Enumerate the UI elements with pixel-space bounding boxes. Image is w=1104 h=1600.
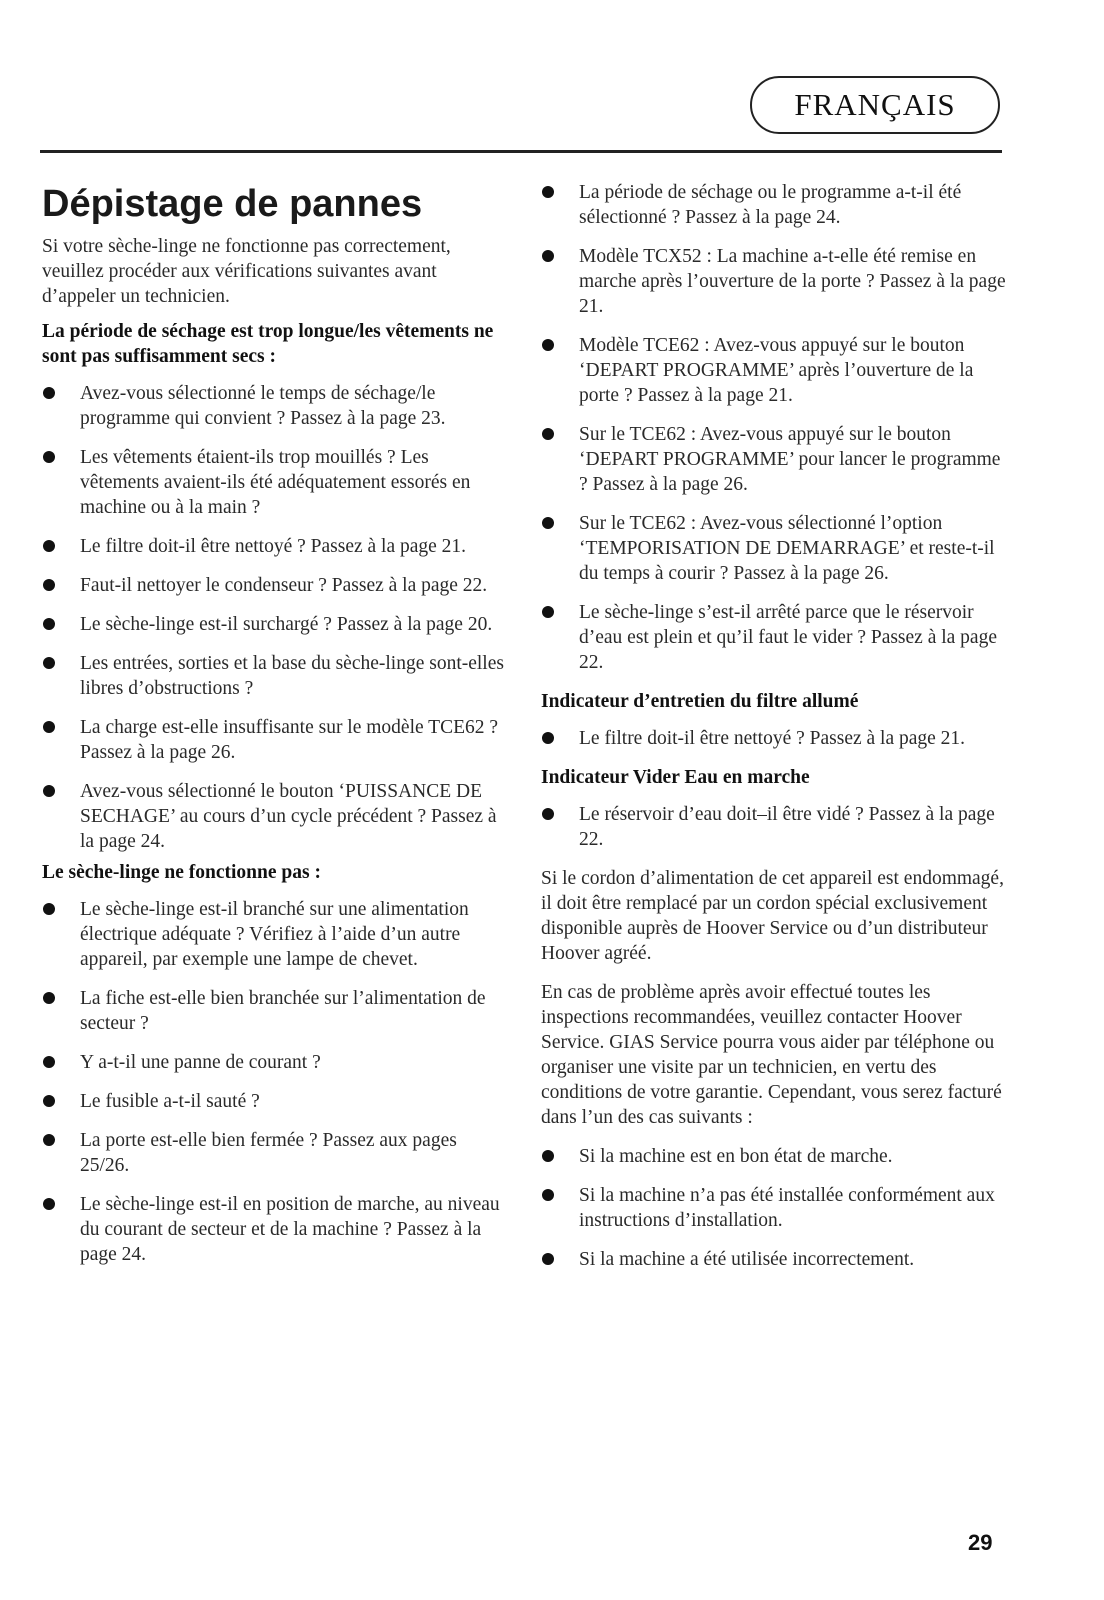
list-item-text: Avez-vous sélectionné le bouton ‘PUISSANCE DE SECHAGE’ au cours d’un cycle précédent ? Passez à la page 24. <box>80 781 497 852</box>
list-item-text: Sur le TCE62 : Avez-vous sélectionné l’option ‘TEMPORISATION DE DEMARRAGE’ et reste-t-il du temps à courir ? Passez à la page 26. <box>579 513 995 584</box>
bullet-icon <box>43 992 55 1004</box>
bullet-icon <box>43 903 55 915</box>
list-item <box>42 1050 504 1075</box>
bullet-icon <box>43 540 55 552</box>
list-item-text: Sur le TCE62 : Avez-vous appuyé sur le bouton ‘DEPART PROGRAMME’ pour lancer le programme ? Passez à la page 26. <box>579 424 1001 495</box>
list-item <box>541 1144 1006 1169</box>
service-notice: En cas de problème après avoir effectué toutes les inspections recommandées, veuillez contacter Hoover Service. GIAS Service pourra vous aider par téléphone ou organiser une visite par un technicien, en vertu des conditions de votre garantie. Cependant, vous serez facturé dans l’un des cas suivants : <box>541 982 1002 1128</box>
header-rule <box>40 150 1002 153</box>
bullet-icon <box>542 186 554 198</box>
list-item <box>541 422 1006 497</box>
bullet-icon <box>542 808 554 820</box>
intro-text: Si votre sèche-linge ne fonctionne pas correctement, veuillez procéder aux vérifications suivantes avant d’appeler un technicien. <box>42 236 451 307</box>
list-item-text: Le sèche-linge s’est-il arrêté parce que le réservoir d’eau est plein et qu’il faut le vider ? Passez à la page 22. <box>579 602 997 673</box>
list-item-text: La porte est-elle bien fermée ? Passez aux pages 25/26. <box>80 1130 457 1176</box>
list-item <box>42 1128 504 1178</box>
list-item-text: Le réservoir d’eau doit–il être vidé ? Passez à la page 22. <box>579 804 995 850</box>
list-item <box>541 180 1006 230</box>
list-item-text: Le fusible a-t-il sauté ? <box>80 1091 260 1112</box>
list-item-text: Le sèche-linge est-il branché sur une alimentation électrique adéquate ? Vérifiez à l’aide d’un autre appareil, par exemple une lampe de chevet. <box>80 899 469 970</box>
list-item-text: Les entrées, sorties et la base du sèche-linge sont-elles libres d’obstructions ? <box>80 653 504 699</box>
list-item <box>541 333 1006 408</box>
list-item-text: Y a-t-il une panne de courant ? <box>80 1052 321 1073</box>
bullet-icon <box>542 339 554 351</box>
list-item <box>541 600 1006 675</box>
bullet-icon <box>542 1189 554 1201</box>
list-item-text: Les vêtements étaient-ils trop mouillés ? Les vêtements avaient-ils été adéquatement essorés en machine ou à la main ? <box>80 447 471 518</box>
list-item <box>42 897 504 972</box>
bullet-icon <box>43 1134 55 1146</box>
right-column <box>541 180 1006 1286</box>
list-item-text: Si la machine a été utilisée incorrectement. <box>579 1249 915 1270</box>
bullet-icon <box>542 428 554 440</box>
section-heading-water-indicator: Indicateur Vider Eau en marche <box>541 767 810 788</box>
list-item-text: Le filtre doit-il être nettoyé ? Passez à la page 21. <box>579 728 966 749</box>
list-item <box>541 1247 1006 1272</box>
list-item <box>42 986 504 1036</box>
section-heading-drying-time: La période de séchage est trop longue/les vêtements ne sont pas suffisamment secs : <box>42 321 494 367</box>
list-item-text: La fiche est-elle bien branchée sur l’alimentation de secteur ? <box>80 988 486 1034</box>
bullet-icon <box>43 721 55 733</box>
bullet-icon <box>542 732 554 744</box>
list-item-text: Si la machine est en bon état de marche. <box>579 1146 893 1167</box>
list-item <box>541 244 1006 319</box>
list-item <box>42 534 504 559</box>
list-item <box>42 381 504 431</box>
bullet-icon <box>43 579 55 591</box>
bullet-icon <box>43 387 55 399</box>
left-column <box>42 180 504 1281</box>
page-title: Dépistage de pannes <box>42 183 423 225</box>
bullet-icon <box>43 1198 55 1210</box>
bullet-icon <box>43 618 55 630</box>
list-item-text: Le sèche-linge est-il surchargé ? Passez à la page 20. <box>80 614 493 635</box>
list-item <box>541 726 1006 751</box>
power-cord-notice: Si le cordon d’alimentation de cet appareil est endommagé, il doit être remplacé par un cordon spécial exclusivement disponible auprès de Hoover Service ou d’un distributeur Hoover agréé. <box>541 868 1004 964</box>
list-item-text: Modèle TCX52 : La machine a-t-elle été remise en marche après l’ouverture de la porte ? Passez à la page 21. <box>579 246 1006 317</box>
list-item <box>42 573 504 598</box>
list-item <box>42 651 504 701</box>
page-number: 29 <box>968 1530 993 1555</box>
not-working-list-continued <box>541 180 1006 675</box>
list-item-text: Le filtre doit-il être nettoyé ? Passez à la page 21. <box>80 536 467 557</box>
section-heading-filter-indicator: Indicateur d’entretien du filtre allumé <box>541 691 859 712</box>
water-indicator-list <box>541 802 1006 852</box>
filter-indicator-list <box>541 726 1006 751</box>
charge-cases-list <box>541 1144 1006 1272</box>
list-item-text: La charge est-elle insuffisante sur le modèle TCE62 ? Passez à la page 26. <box>80 717 499 763</box>
list-item-text: La période de séchage ou le programme a-t-il été sélectionné ? Passez à la page 24. <box>579 182 962 228</box>
list-item <box>541 511 1006 586</box>
bullet-icon <box>43 451 55 463</box>
bullet-icon <box>542 250 554 262</box>
list-item-text: Avez-vous sélectionné le temps de séchage/le programme qui convient ? Passez à la page 23. <box>80 383 446 429</box>
bullet-icon <box>542 1150 554 1162</box>
list-item <box>42 779 504 854</box>
bullet-icon <box>542 517 554 529</box>
list-item <box>42 1089 504 1114</box>
list-item-text: Le sèche-linge est-il en position de marche, au niveau du courant de secteur et de la machine ? Passez à la page 24. <box>80 1194 500 1265</box>
list-item <box>42 612 504 637</box>
bullet-icon <box>542 606 554 618</box>
list-item-text: Si la machine n’a pas été installée conformément aux instructions d’installation. <box>579 1185 995 1231</box>
list-item <box>42 715 504 765</box>
list-item <box>42 445 504 520</box>
list-item <box>541 1183 1006 1233</box>
list-item <box>42 1192 504 1267</box>
list-item-text: Faut-il nettoyer le condenseur ? Passez à la page 22. <box>80 575 488 596</box>
section-heading-not-working: Le sèche-linge ne fonctionne pas : <box>42 862 321 883</box>
language-label: FRANÇAIS <box>750 76 1000 134</box>
list-item-text: Modèle TCE62 : Avez-vous appuyé sur le bouton ‘DEPART PROGRAMME’ après l’ouverture de la porte ? Passez à la page 21. <box>579 335 974 406</box>
bullet-icon <box>43 1095 55 1107</box>
not-working-list <box>42 897 504 1267</box>
bullet-icon <box>43 1056 55 1068</box>
bullet-icon <box>542 1253 554 1265</box>
bullet-icon <box>43 785 55 797</box>
drying-time-list <box>42 381 504 854</box>
list-item <box>541 802 1006 852</box>
bullet-icon <box>43 657 55 669</box>
